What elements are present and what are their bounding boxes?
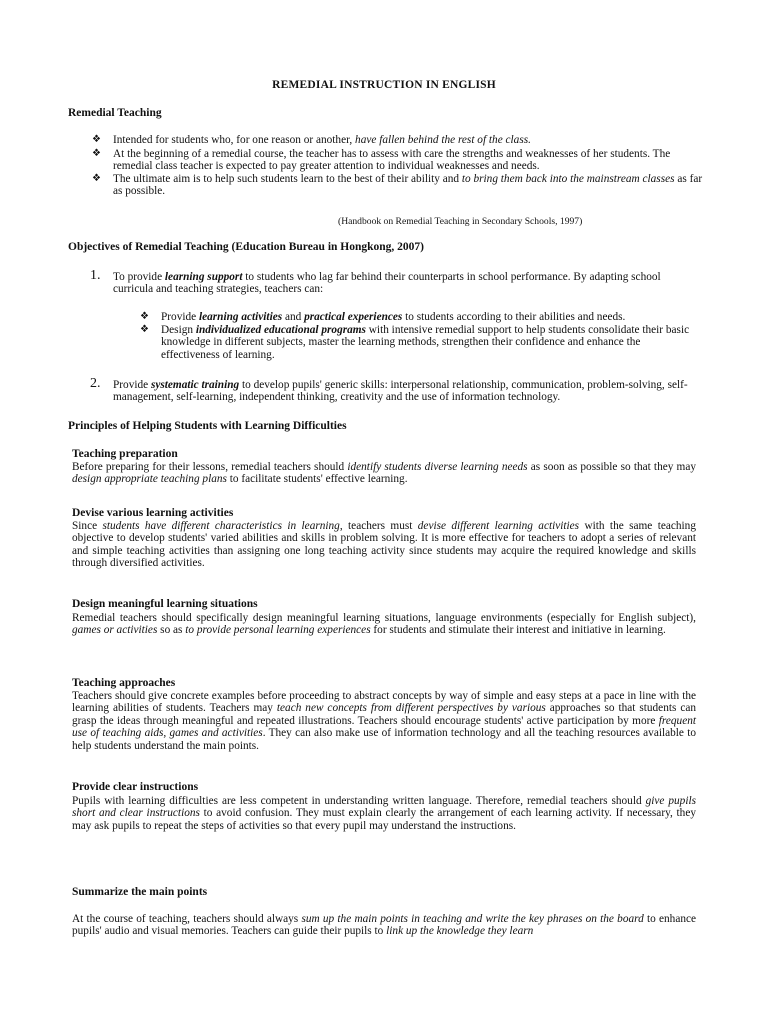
paragraph-teaching-approaches bbox=[72, 690, 696, 752]
text-run: students have different characteristics in learning bbox=[102, 520, 340, 532]
text-run: Intended for students who, for one reason or another, bbox=[113, 134, 356, 146]
subheading-devise-activities: Devise various learning activities bbox=[72, 507, 234, 519]
text-run: To provide bbox=[113, 271, 165, 283]
text-run: At the course of teaching, teachers should always bbox=[72, 913, 302, 925]
text-run: Since bbox=[72, 520, 103, 532]
text-run: to students who lag far behind their counterparts in school performance. By adapting school curricula and teaching strategies, teachers can: bbox=[113, 271, 661, 296]
objective-2-text bbox=[113, 379, 698, 404]
text-run: practical experiences bbox=[304, 311, 403, 323]
objective-1-text bbox=[113, 271, 703, 296]
bullet-icon: ❖ bbox=[140, 324, 149, 335]
text-run: learning activities bbox=[198, 311, 283, 323]
text-run: , teachers must bbox=[339, 520, 418, 532]
list-number: 2. bbox=[90, 376, 101, 391]
page-title: REMEDIAL INSTRUCTION IN ENGLISH bbox=[272, 79, 496, 91]
bullet-icon: ❖ bbox=[92, 148, 101, 159]
text-run: as soon as possible so that they may bbox=[527, 461, 696, 473]
text-run: with the same teaching objective to develop students' varied abilities and skills in problem solving. It is more effective for teachers to adopt a series of relevant and simple teaching activities than assigning one long teaching activity since students may acquire the required knowledge and skills through diversified activities. bbox=[72, 520, 696, 570]
text-run: devise different learning activities bbox=[417, 520, 580, 532]
subheading-meaningful-situations: Design meaningful learning situations bbox=[72, 598, 258, 610]
text-run: Before preparing for their lessons, remedial teachers should bbox=[72, 461, 348, 473]
text-run: give pupils short and clear instructions bbox=[72, 795, 696, 820]
text-run: Provide bbox=[161, 311, 199, 323]
text-run: approaches so that students can grasp the ideas through meaningful and repeated illustrations. Teachers should encourage students' active participation by more bbox=[72, 702, 696, 727]
bullet-icon: ❖ bbox=[92, 173, 101, 184]
subheading-clear-instructions: Provide clear instructions bbox=[72, 781, 199, 793]
text-run: Teachers should give concrete examples before proceeding to abstract concepts by way of simple and easy steps at a pace in line with the learning abilities of students. Teachers may bbox=[72, 690, 696, 715]
text-run: individualized educational programs bbox=[195, 324, 366, 336]
section-heading-remedial-teaching: Remedial Teaching bbox=[68, 107, 162, 119]
text-run: have fallen behind the rest of the class. bbox=[355, 134, 531, 146]
text-run: sum up the main points in teaching and write the key phrases on the board bbox=[301, 913, 644, 925]
text-run: Remedial teachers should specifically design meaningful learning situations, language environments (especially for English subject), bbox=[72, 612, 696, 624]
subheading-teaching-approaches: Teaching approaches bbox=[72, 677, 176, 689]
paragraph-summarize bbox=[72, 913, 696, 938]
text-run: systematic training bbox=[150, 379, 240, 391]
text-run: with intensive remedial support to help students consolidate their basic knowledge in different subjects, master the learning methods, strengthen their confidence and enhance the effectiveness of learning. bbox=[161, 324, 690, 361]
text-run: link up the knowledge they learn bbox=[386, 925, 534, 938]
section-heading-principles: Principles of Helping Students with Learning Difficulties bbox=[68, 420, 347, 432]
text-run: identify students diverse learning needs bbox=[347, 461, 528, 473]
paragraph-teaching-preparation bbox=[72, 461, 696, 486]
bullet-icon: ❖ bbox=[140, 311, 149, 322]
text-run: Pupils with learning difficulties are less competent in understanding written language. Therefore, remedial teachers should bbox=[72, 795, 646, 807]
text-run: so as bbox=[157, 624, 186, 637]
text-run: frequent use of teaching aids, games and activities bbox=[72, 714, 696, 740]
subheading-summarize: Summarize the main points bbox=[72, 886, 208, 898]
text-run: to students according to their abilities and needs. bbox=[402, 311, 626, 323]
bullet-text-2: At the beginning of a remedial course, the teacher has to assess with care the strengths and weaknesses of her students. The remedial class teacher is expected to pay greater attention to individual weaknesses and needs. bbox=[113, 148, 671, 173]
paragraph-meaningful-situations bbox=[72, 612, 696, 637]
citation: (Handbook on Remedial Teaching in Secondary Schools, 1997) bbox=[338, 216, 583, 227]
bullet-text-1 bbox=[113, 134, 703, 146]
text-run: as far as possible. bbox=[113, 173, 703, 198]
text-run: The ultimate aim is to help such students learn to the best of their ability and bbox=[113, 173, 462, 185]
section-heading-objectives: Objectives of Remedial Teaching (Education Bureau in Hongkong, 2007) bbox=[68, 241, 425, 253]
text-run: learning support bbox=[164, 271, 243, 283]
sub-bullet-text-1 bbox=[161, 311, 706, 323]
paragraph-clear-instructions bbox=[72, 795, 696, 832]
text-run: and bbox=[282, 311, 305, 323]
bullet-icon: ❖ bbox=[92, 134, 101, 145]
text-run: to enhance pupils' audio and visual memories. Teachers can guide their pupils to bbox=[72, 913, 697, 938]
text-run: to bring them back into the mainstream classes bbox=[461, 173, 675, 185]
text-run: . They can also make use of information technology and all the teaching resources available to help students understand the main points. bbox=[72, 727, 696, 752]
subheading-teaching-preparation: Teaching preparation bbox=[72, 448, 178, 460]
text-run: to provide personal learning experiences bbox=[185, 624, 371, 637]
sub-bullet-text-2 bbox=[161, 324, 696, 361]
text-run: to facilitate students' effective learning. bbox=[226, 473, 408, 486]
text-run: games or activities bbox=[72, 624, 158, 637]
paragraph-devise-activities bbox=[72, 520, 696, 570]
text-run: to develop pupils' generic skills: interpersonal relationship, communication, problem-solving, self-management, self-learning, independent thinking, creativity and the use of information technology. bbox=[113, 379, 688, 404]
text-run: Design bbox=[161, 324, 196, 336]
bullet-text-3 bbox=[113, 173, 708, 198]
text-run: Provide bbox=[113, 379, 151, 391]
text-run: to avoid confusion. They must explain clearly the arrangement of each learning activity. If necessary, they may ask pupils to repeat the steps of activities so that every pupil may understand the instructions. bbox=[72, 807, 696, 832]
text-run: for students and stimulate their interest and initiative in learning. bbox=[370, 624, 666, 637]
list-number: 1. bbox=[90, 268, 101, 283]
text-run: design appropriate teaching plans bbox=[72, 473, 227, 486]
text-run: teach new concepts from different perspectives by various bbox=[276, 702, 546, 715]
